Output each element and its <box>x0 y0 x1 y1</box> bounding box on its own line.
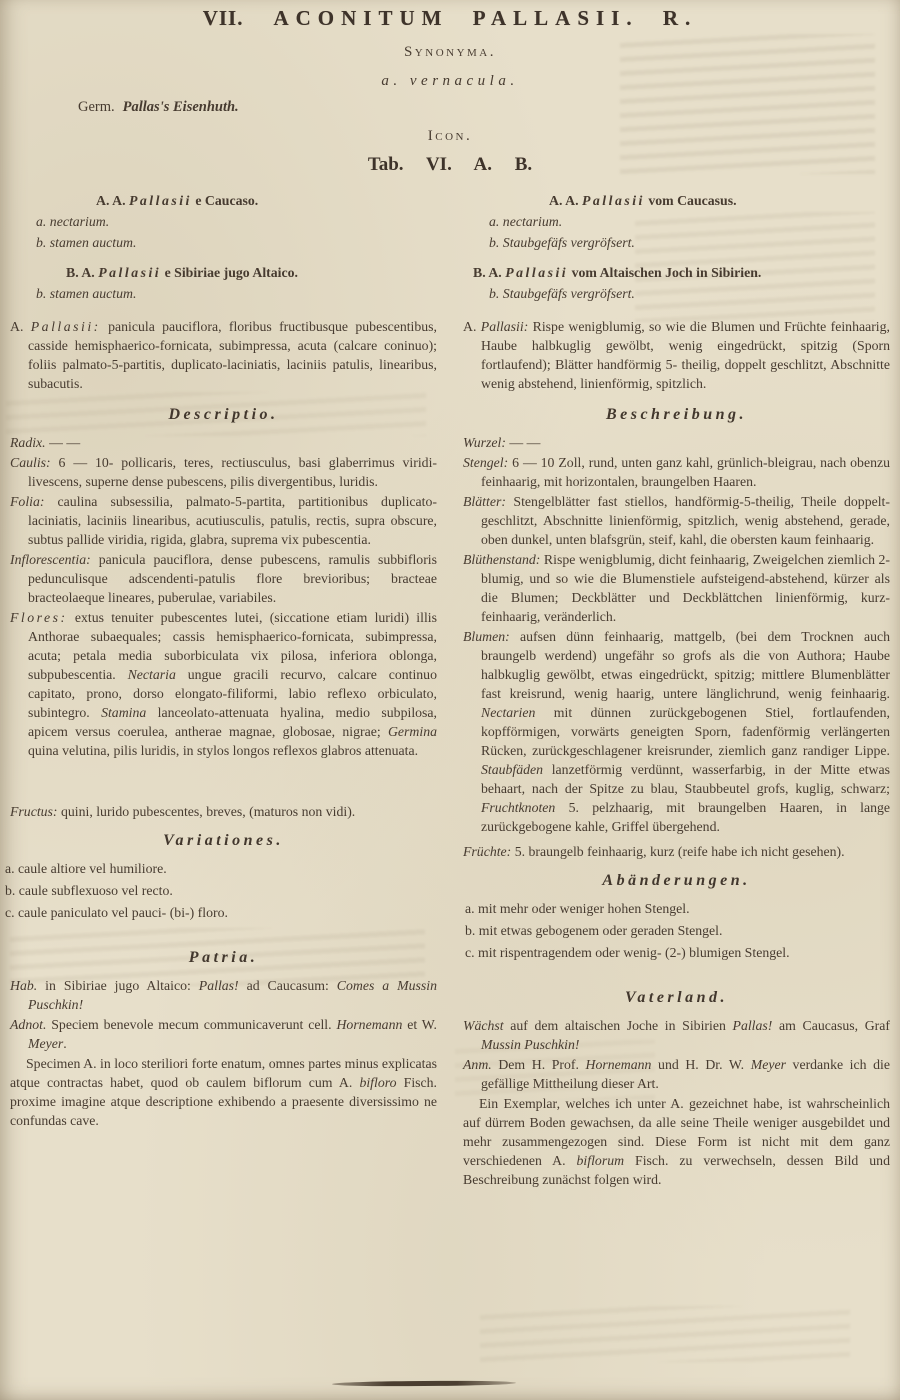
icon-heading: Icon. <box>427 128 473 144</box>
entry-flores: Flores: extus tenuiter pubescentes lutei, (siccatione etiam luridi) illis Anthorae subaequales; cassis hemisphaerico-fornicata, subimpressa, acuta; petala media suborbiculata vix pilosa, inferiora oblonga, subpubescentia. Nectaria ungue gracili recurvo, calcare continuo capitato, prono, dorso elongato-filiformi, labio reflexo orbiculato, subintegro. Stamina lanceolato-attenuata hyalina, medio subpilosa, apicem versus coerulea, antherae magnae, globosae, nigrae; Germina quina velutina, pilis luridis, in stylos longos reflexos glabros attenuata. <box>10 610 437 758</box>
anmerkung-paragraph: Anm. Dem H. Prof. Hornemann und H. Dr. W. Meyer verdanke ich die gefällige Mittheilung dieser Art. <box>463 1057 890 1091</box>
section-number: VII. <box>202 6 244 30</box>
vernacula-line: a. vernacula. <box>381 73 519 89</box>
variation-item: a. caule altiore vel humiliore. <box>5 861 167 876</box>
figure-item: b. Staubgefäfs vergröfsert. <box>489 235 635 250</box>
synonyma-heading: Synonyma. <box>403 44 497 60</box>
figure-item: b. Staubgefäfs vergröfsert. <box>489 286 635 301</box>
figure-captions-german <box>463 190 890 304</box>
figure-item: b. stamen auctum. <box>36 286 137 301</box>
figure-caption-a: A. A. Pallasii vom Caucasus. <box>549 193 737 208</box>
exemplar-note-paragraph: Ein Exemplar, welches ich unter A. gezeichnet habe, ist wahrscheinlich auf dürrem Boden gewachsen, da alle seine Theile weniger ausgebildet und mehr zusammengezogen sind. Diese Form ist nicht mit dem ganz verschiedenen A. biflorum Fisch. zu verwechseln, dessen Bild und Beschreibung zunächst folgen wird. <box>463 1096 890 1187</box>
variation-item: c. mit rispentragendem oder wenig- (2-) blumigen Stengel. <box>465 945 790 960</box>
entry-blumen: Blumen: aufsen dünn feinhaarig, mattgelb, (bei dem Trocknen auch braungelb werdend) ungefähr so grofs als die von Authora; Haube halbkuglig gewölbt, etwas eingedrückt, spitzig; mittlere Blumenblätter fast kreisrund, wenig haarig, untere länglichrund, wenig feinhaarig. Nectarien mit dünnen zurückgebogenen Stiel, fortlaufenden, kopfförmigen, vorwärts geneigten Sporn, fadenförmig verlängerten Rücken, zurückgeschlagener kreisrunder, ziemlich ganz randiger Lippe. Staubfäden lanzetförmig verdünnt, wasserfarbig, in der Mitte etwas behaart, nach der Spitze zu blau, Staubbeutel grofs, kuglig, schwarz; Fruchtknoten 5. pelzhaarig, mit braungelben Haaren, in lange zurückgebogene kahle, Griffel übergehend. <box>463 629 890 834</box>
entry-radix: Radix. — — <box>10 435 81 450</box>
figure-item: a. nectarium. <box>489 214 563 229</box>
figure-caption-b: B. A. Pallasii e Sibiriae jugo Altaico. <box>66 265 298 280</box>
abaenderungen-heading: Abänderungen. <box>602 872 751 889</box>
latin-column <box>5 190 438 1189</box>
entry-fructus: Fructus: quini, lurido pubescentes, breves, (maturos non vidi). <box>10 804 356 819</box>
entry-stengel: Stengel: 6 — 10 Zoll, rund, unten ganz kahl, grünlich-bleigrau, nach obenzu feinhaarig, mit horizontalen, braungelben Haaren. <box>463 455 890 489</box>
specimen-note-paragraph: Specimen A. in loco steriliori forte enatum, omnes partes minus explicatas atque contractas habet, quod ob caulem biflorum cum A. bifloro Fisch. proxime imagine atque descriptione exhibendo a praesente diversissimo ne confundas cave. <box>10 1056 438 1128</box>
descriptio-heading: Descriptio. <box>168 406 279 423</box>
german-name-label: Germ. <box>78 99 115 115</box>
entry-fruechte: Früchte: 5. braungelb feinhaarig, kurz (reife habe ich nicht gesehen). <box>463 844 845 859</box>
diagnosis-latin: A. Pallasii: panicula pauciflora, floribus fructibusque pubescentibus, casside hemisphaerico-fornicata, subimpressa, acuta (calcare coninuo); foliis palmato-5-partitis, duplicato-laciniatis, laciniis patulis, linearibus, subacutis. <box>10 319 437 391</box>
diagnosis-german: A. Pallasii: Rispe wenigblumig, so wie die Blumen und Früchte feinhaarig, Haube halbkuglig gewölbt, wenig eingedrückt, spitzig (Sporn fortlaufend); Blätter handförmig 5- theilig, doppelt geschlitzt, Abschnitte wenig abstehend, linienförmig, spitzlich. <box>463 319 890 391</box>
adnotation-paragraph: Adnot. Speciem benevole mecum communicaverunt cell. Hornemann et W. Meyer. <box>10 1017 438 1051</box>
figure-captions-latin <box>10 190 437 304</box>
two-column-body <box>0 176 900 1189</box>
beschreibung-heading: Beschreibung. <box>605 406 748 423</box>
page-header <box>0 0 900 176</box>
entry-blaetter: Blätter: Stengelblätter fast stiellos, handförmig-5-theilig, Theile doppelt-geschlitzt, Abschnitte linienförmig, spitzlich, wenig abstehend, gerade, oben dunkel, unten blafsgrün, steif, kahl, die obersten kaum feinhaarig. <box>463 494 890 547</box>
variation-item: a. mit mehr oder weniger hohen Stengel. <box>465 901 690 916</box>
species-title: ACONITUM PALLASII. R. <box>273 6 698 30</box>
page-title <box>0 6 900 31</box>
vaterland-heading: Vaterland. <box>624 989 728 1006</box>
bottom-rule <box>332 1380 516 1386</box>
german-column <box>463 190 890 1189</box>
german-name-line <box>0 99 900 116</box>
variation-item: b. mit etwas gebogenem oder geraden Stengel. <box>465 923 723 938</box>
habitat-paragraph: Wächst auf dem altaischen Joche in Sibirien Pallas! am Caucasus, Graf Mussin Puschkin! <box>463 1018 890 1052</box>
patria-heading: Patria. <box>188 949 259 966</box>
variationes-heading: Variationes. <box>163 832 284 849</box>
entry-wurzel: Wurzel: — — <box>463 435 541 450</box>
entry-bluethenstand: Blüthenstand: Rispe wenigblumig, dicht feinhaarig, Zweigelchen ziemlich 2- blumig, und so wie die Blumenstiele aufsteigend-abstehend, kürzer als die Blumen; Deckblätter und Deckblättchen linienförmig, kurz-feinhaarig, veränderlich. <box>463 552 890 624</box>
figure-caption-a: A. A. Pallasii e Caucaso. <box>96 193 259 208</box>
figure-caption-b: B. A. Pallasii vom Altaischen Joch in Sibirien. <box>473 265 762 280</box>
variation-item: c. caule paniculato vel pauci- (bi-) floro. <box>5 905 228 920</box>
figure-item: a. nectarium. <box>36 214 110 229</box>
entry-inflorescentia: Inflorescentia: panicula pauciflora, dense pubescens, ramulis subbifloris pedunculisque adscendenti-patulis flore brevioribus; bracteae bracteolaeque lineares, puberulae, variabiles. <box>10 552 437 605</box>
figure-item: b. stamen auctum. <box>36 235 137 250</box>
german-name: Pallas's Eisenhuth. <box>122 99 239 115</box>
tab-reference: Tab. VI. A. B. <box>367 154 533 175</box>
bleed-through-artifact <box>480 1306 850 1362</box>
variation-item: b. caule subflexuoso vel recto. <box>5 883 173 898</box>
habitat-paragraph: Hab. in Sibiriae jugo Altaico: Pallas! ad Caucasum: Comes a Mussin Puschkin! <box>10 978 437 1012</box>
entry-folia: Folia: caulina subsessilia, palmato-5-partita, partitionibus duplicato-laciniatis, laciniis linearibus, acutiusculis, patulis, rectis, supra obscure, subtus pallide viridia, rigida, glabra, suprema vix pubescentia. <box>10 494 437 547</box>
entry-caulis: Caulis: 6 — 10- pollicaris, teres, rectiusculus, basi glaberrimus viridi-livescens, superne dense pubescens, pilis divergentibus, luridis. <box>10 455 437 489</box>
